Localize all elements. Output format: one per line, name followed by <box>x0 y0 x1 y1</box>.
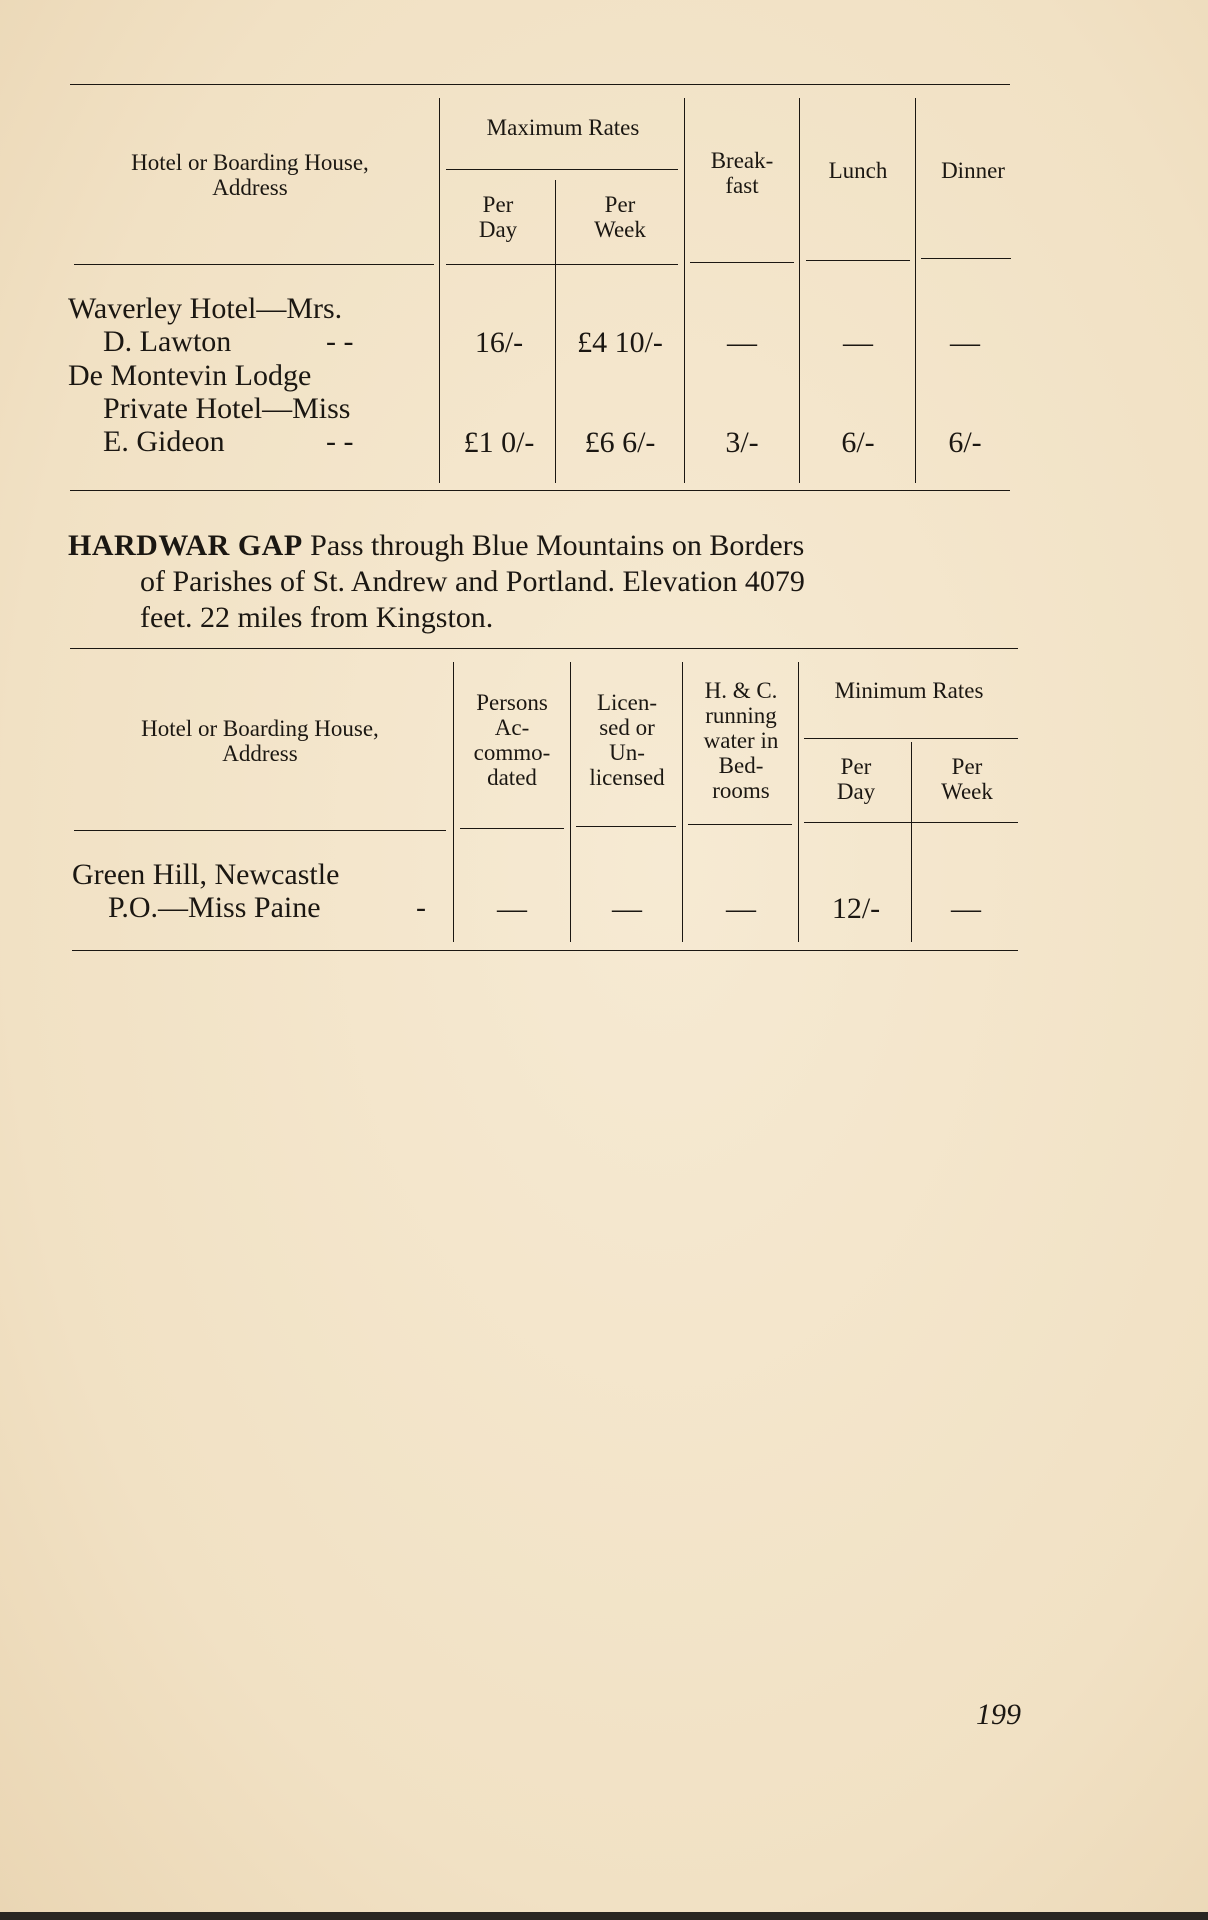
hotel-name-line: E. Gideon <box>103 425 225 458</box>
column-divider <box>915 98 916 483</box>
header-rule <box>576 826 676 827</box>
header-rule <box>688 824 792 825</box>
column-divider <box>439 98 440 483</box>
header-rule <box>74 830 446 831</box>
lunch-value: 6/- <box>841 426 875 459</box>
header-per-week: Per Week <box>941 754 993 804</box>
table-bottom-rule <box>72 950 1018 951</box>
section-line-3: feet. 22 miles from Kingston. <box>140 601 494 634</box>
breakfast-value: — <box>727 326 757 359</box>
header-rule <box>806 260 910 261</box>
hotel-name-line: Private Hotel—Miss <box>103 392 351 425</box>
per-week-value: £4 10/- <box>577 326 663 359</box>
licensed-value: — <box>612 892 642 925</box>
page-number: 199 <box>976 1698 1021 1731</box>
header-rule <box>460 828 564 829</box>
per-week-value: £6 6/- <box>584 426 656 459</box>
max-rates-rule <box>446 169 678 170</box>
lunch-value: — <box>843 326 873 359</box>
table-bottom-rule <box>70 490 1010 491</box>
column-divider <box>570 662 571 942</box>
column-divider <box>911 742 912 942</box>
section-line-2: of Parishes of St. Andrew and Portland. Elevation 4079 <box>140 565 805 598</box>
leader-dashes: - <box>416 891 426 924</box>
header-per-week: Per Week <box>594 192 646 242</box>
header-rule <box>446 264 678 265</box>
header-persons-accommodated: Persons Ac- commo- dated <box>473 690 551 790</box>
per-day-value: £1 0/- <box>463 426 535 459</box>
column-divider <box>682 662 683 942</box>
column-divider <box>453 662 454 942</box>
table-top-rule <box>70 648 1018 649</box>
hotel-name-line: D. Lawton <box>103 325 232 358</box>
per-week-value: — <box>951 892 981 925</box>
hotel-name-line: De Montevin Lodge <box>68 359 312 392</box>
header-hot-cold-water: H. & C. running water in Bed- rooms <box>703 678 779 803</box>
leader-dashes: - - <box>326 325 354 358</box>
hotel-name-line: P.O.—Miss Paine <box>108 891 321 924</box>
column-divider <box>798 662 799 942</box>
min-rates-rule <box>804 738 1018 739</box>
breakfast-value: 3/- <box>725 426 759 459</box>
header-dinner: Dinner <box>941 158 1005 183</box>
dinner-value: 6/- <box>948 426 982 459</box>
column-divider <box>684 98 685 483</box>
header-rule <box>804 822 1018 823</box>
header-lunch: Lunch <box>828 158 888 183</box>
section-title: HARDWAR GAP <box>68 529 303 562</box>
section-description: Pass through Blue Mountains on Borders <box>310 529 805 562</box>
per-day-value: 16/- <box>474 326 524 359</box>
scan-bottom-edge <box>0 1912 1208 1920</box>
hotel-name-line: Waverley Hotel—Mrs. <box>68 292 343 325</box>
dinner-value: — <box>950 326 980 359</box>
section-line-1 <box>68 528 804 564</box>
header-rule <box>921 258 1011 259</box>
column-divider <box>555 180 556 483</box>
column-divider <box>799 98 800 483</box>
header-maximum-rates: Maximum Rates <box>486 115 640 140</box>
persons-value: — <box>497 892 527 925</box>
header-hotel: Hotel or Boarding House, Address <box>141 716 379 766</box>
header-per-day: Per Day <box>836 754 876 804</box>
header-licensed: Licen- sed or Un- licensed <box>589 690 665 790</box>
per-day-value: 12/- <box>831 892 881 925</box>
header-rule <box>74 264 434 265</box>
water-value: — <box>726 892 756 925</box>
leader-dashes: - - <box>326 425 354 458</box>
table-top-rule <box>70 84 1010 85</box>
header-breakfast: Break- fast <box>710 148 774 198</box>
header-per-day: Per Day <box>478 192 518 242</box>
header-hotel: Hotel or Boarding House, Address <box>131 150 369 200</box>
header-minimum-rates: Minimum Rates <box>834 678 984 703</box>
hotel-name-line: Green Hill, Newcastle <box>72 858 340 891</box>
header-rule <box>690 262 794 263</box>
